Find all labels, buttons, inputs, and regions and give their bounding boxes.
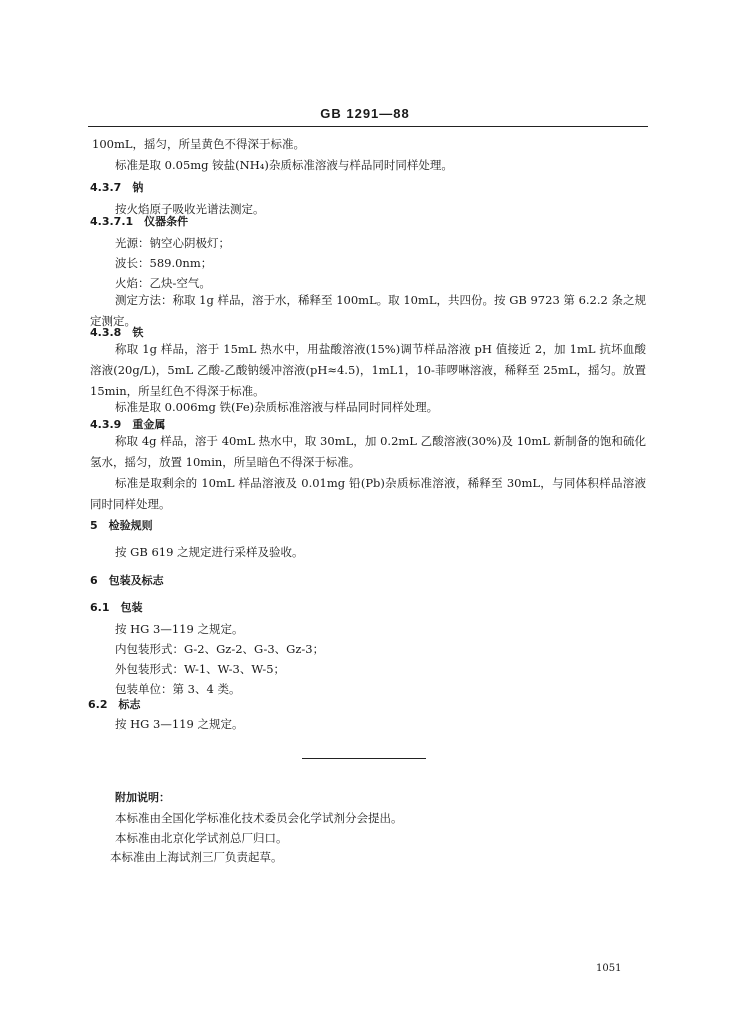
section-divider bbox=[302, 758, 426, 759]
paragraph-iron: 称取 1g 样品，溶于 15mL 热水中，用盐酸溶液(15%)调节样品溶液 pH 值接近 2，加 1mL 抗坏血酸溶液(20g/L)，5mL 乙酸-乙酸钠缓冲溶液(pH≈4.5)，1mL1，10-菲啰啉溶液，稀释至 25mL，摇匀。放置 15min，所呈红色不得深于标准。 bbox=[90, 342, 646, 398]
appendix-line: 本标准由上海试剂三厂负责起草。 bbox=[110, 850, 283, 864]
section-heading-6-2: 6.2 标志 bbox=[88, 698, 141, 711]
appendix-line: 本标准由北京化学试剂总厂归口。 bbox=[115, 831, 288, 845]
appendix-title: 附加说明： bbox=[115, 791, 170, 804]
paragraph-method: 测定方法：称取 1g 样品，溶于水，稀释至 100mL。取 10mL，共四份。按 GB 9723 第 6.2.2 条之规定测定。 bbox=[90, 293, 646, 328]
body-line: 100mL，摇匀，所呈黄色不得深于标准。 bbox=[92, 137, 305, 151]
body-line: 标准是取 0.05mg 铵盐(NH₄)杂质标准溶液与样品同时同样处理。 bbox=[115, 158, 453, 172]
paragraph-heavy-metal: 称取 4g 样品，溶于 40mL 热水中，取 30mL，加 0.2mL 乙酸溶液(30%)及 10mL 新制备的饱和硫化氢水，摇匀，放置 10min，所呈暗色不得深于标准。 bbox=[90, 434, 646, 469]
section-heading-4-3-7: 4.3.7 钠 bbox=[90, 181, 144, 194]
section-heading-5: 5 检验规则 bbox=[90, 519, 153, 532]
running-header: GB 1291—88 bbox=[320, 106, 410, 121]
body-line: 火焰：乙炔-空气。 bbox=[115, 276, 211, 290]
body-line: 按 GB 619 之规定进行采样及验收。 bbox=[115, 545, 304, 559]
section-heading-4-3-9: 4.3.9 重金属 bbox=[90, 418, 166, 431]
page-number: 1051 bbox=[596, 963, 622, 974]
section-heading-6-1: 6.1 包装 bbox=[90, 601, 143, 614]
body-line: 按 HG 3—119 之规定。 bbox=[115, 717, 244, 731]
header-rule bbox=[88, 126, 648, 127]
body-line: 标准是取 0.006mg 铁(Fe)杂质标准溶液与样品同时同样处理。 bbox=[115, 400, 439, 414]
section-heading-6: 6 包装及标志 bbox=[90, 574, 164, 587]
body-line: 按火焰原子吸收光谱法测定。 bbox=[115, 202, 265, 216]
section-heading-4-3-8: 4.3.8 铁 bbox=[90, 326, 144, 339]
body-line: 包装单位：第 3、4 类。 bbox=[115, 682, 241, 696]
body-line: 波长：589.0nm； bbox=[115, 256, 213, 270]
body-line: 外包装形式：W-1、W-3、W-5； bbox=[115, 662, 286, 676]
body-line: 按 HG 3—119 之规定。 bbox=[115, 622, 244, 636]
paragraph-heavy-metal-standard: 标准是取剩余的 10mL 样品溶液及 0.01mg 铅(Pb)杂质标准溶液，稀释至 30mL，与同体积样品溶液同时同样处理。 bbox=[90, 476, 646, 511]
appendix-line: 本标准由全国化学标准化技术委员会化学试剂分会提出。 bbox=[115, 811, 403, 825]
body-line: 光源：钠空心阴极灯； bbox=[115, 236, 230, 250]
section-heading-4-3-7-1: 4.3.7.1 仪器条件 bbox=[90, 215, 189, 228]
body-line: 内包装形式：G-2、Gz-2、G-3、Gz-3； bbox=[115, 642, 325, 656]
